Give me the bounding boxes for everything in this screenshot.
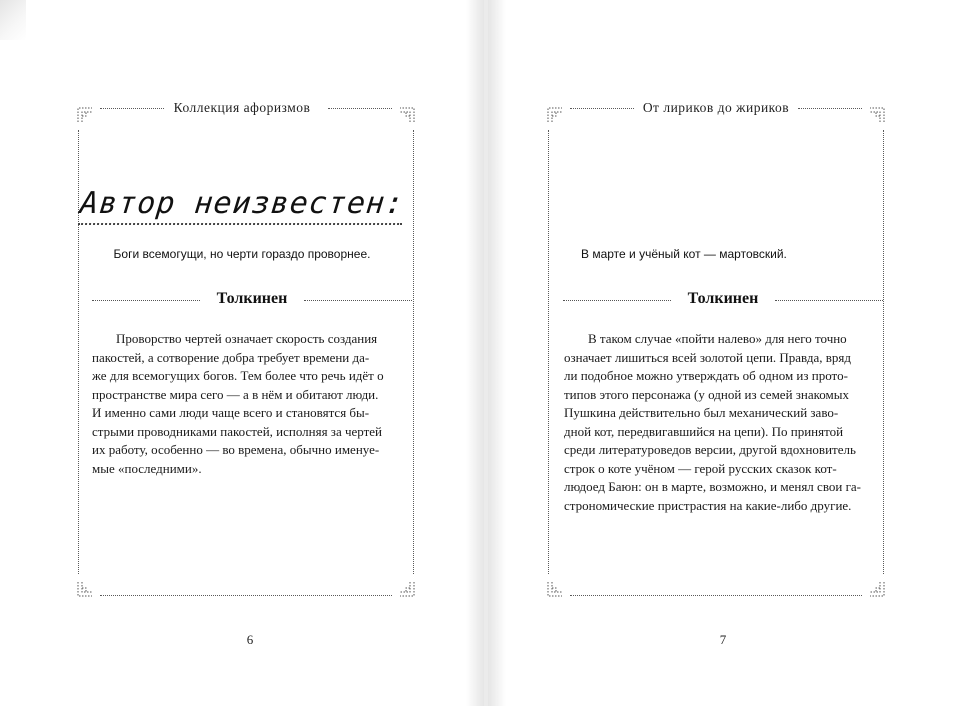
running-head: От лириков до жириков xyxy=(642,100,790,115)
frame-corner-ornament-icon xyxy=(544,582,562,600)
aphorism-quote: Боги всемогущи, но черти гораздо проворнее. xyxy=(113,247,371,261)
text-line: дной кот, передвигавшийся на цепи). По принятой xyxy=(564,423,844,439)
text-line: Проворство чертей означает скорость создания xyxy=(116,331,378,346)
text-line: мые «последними». xyxy=(92,460,202,476)
section-rule-right xyxy=(775,300,883,301)
section-title: Толкинен xyxy=(216,290,288,307)
text-line: И именно сами люди чаще всего и становятся бы- xyxy=(92,405,370,420)
section-heading xyxy=(92,290,412,310)
text-line: ли подобное можно утверждать об одном из прото- xyxy=(564,368,848,383)
text-line: пространстве мира сего — а в нём и обитают люди. xyxy=(92,386,379,402)
section-title: Толкинен xyxy=(687,290,759,307)
aphorism-quote: В марте и учёный кот — мартовский. xyxy=(581,247,787,261)
author-heading xyxy=(0,186,484,225)
text-line: означает лишиться всей золотой цепи. Правда, вряд xyxy=(564,349,851,365)
left-page xyxy=(0,0,484,706)
running-head: Коллекция афоризмов xyxy=(173,100,311,115)
frame-corner-ornament-icon xyxy=(870,582,888,600)
text-line: пакостей, а сотворение добра требует времени да- xyxy=(92,349,370,365)
frame-bottom-edge xyxy=(570,595,862,596)
author-heading-text: Автор неизвестен: xyxy=(78,186,406,225)
text-line: В таком случае «пойти налево» для него точно xyxy=(588,331,847,346)
page-number: 6 xyxy=(246,632,254,647)
text-line: строк о коте учёном — герой русских сказок кот- xyxy=(564,460,837,476)
text-line: типов этого персонажа (у одной из семей знакомых xyxy=(564,386,850,402)
frame-corner-ornament-icon xyxy=(400,582,418,600)
text-line: стрыми проводниками пакостей, исполняя за чертей xyxy=(92,423,383,439)
frame-left-edge xyxy=(548,130,549,574)
section-rule-right xyxy=(304,300,412,301)
frame-right-edge xyxy=(883,130,884,574)
page-number: 7 xyxy=(719,632,727,647)
section-heading xyxy=(563,290,883,310)
frame-bottom-edge xyxy=(100,595,392,596)
text-line: же для всемогущих богов. Тем более что речь идёт о xyxy=(92,368,384,383)
text-line: их работу, особенно — во времена, обычно именуе- xyxy=(92,442,380,457)
page-corner-fold xyxy=(0,0,26,40)
text-line: строномические пристрастия на какие-либо другие. xyxy=(564,497,852,513)
text-line: людоед Баюн: он в марте, возможно, и менял свои га- xyxy=(564,479,862,494)
frame-corner-ornament-icon xyxy=(74,582,92,600)
text-line: Пушкина действительно был механический заво- xyxy=(564,405,839,420)
text-line: среди литературоведов версии, другой вдохновитель xyxy=(564,442,856,457)
commentary-text xyxy=(92,330,410,478)
right-page xyxy=(488,0,972,706)
commentary-text xyxy=(564,330,882,515)
